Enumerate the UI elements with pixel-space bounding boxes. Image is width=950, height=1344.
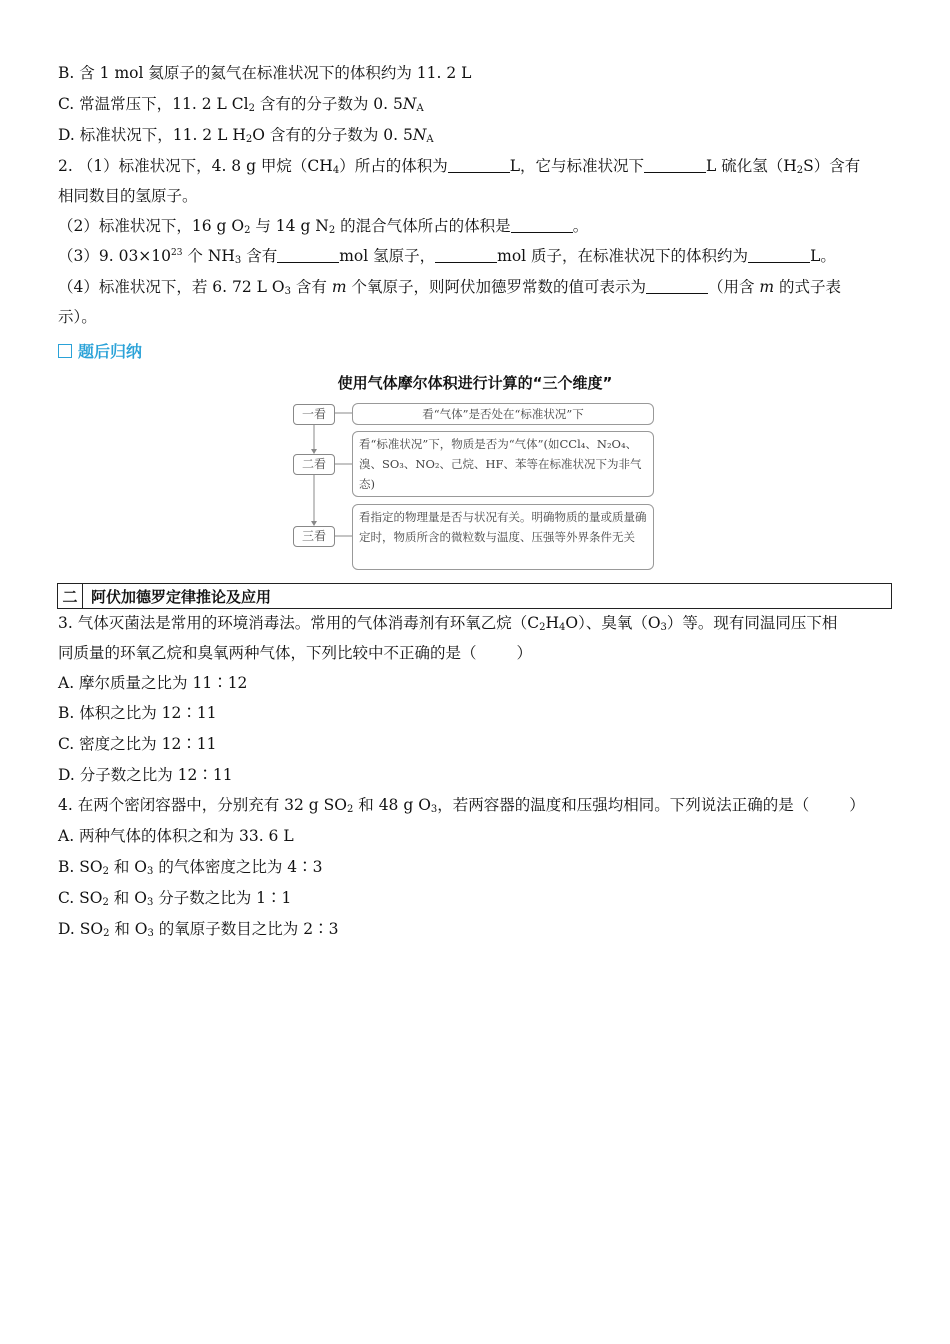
q4-c-a: C. SO: [58, 889, 103, 907]
q3-option-c-text: C. 密度之比为 12∶11: [58, 735, 217, 753]
q1-c-sub: 2: [248, 103, 255, 114]
q2-p2-sub2: 2: [328, 225, 336, 236]
answer-blank[interactable]: [448, 158, 510, 173]
tag-first-look: 一看: [293, 404, 335, 425]
q2-p2-a: （2）标准状况下，16 g O: [58, 217, 245, 235]
q2-p4-sub: 3: [284, 286, 291, 297]
part-title: 阿伏加德罗定律推论及应用: [91, 587, 272, 606]
q1-c-post: 含有的分子数为 0. 5: [254, 95, 403, 113]
q3-option-d-text: D. 分子数之比为 12∶11: [58, 766, 233, 784]
q2-p4-m2: m: [759, 278, 775, 296]
answer-blank[interactable]: [646, 279, 708, 294]
q2-p1-line2-text: 相同数目的氢原子。: [58, 187, 198, 205]
q1-d-pre: D. 标准状况下，11. 2 L H: [58, 126, 246, 144]
q2-p1-a: 2. （1）标准状况下，4. 8 g 甲烷（CH: [58, 157, 333, 175]
q2-p2-sub: 2: [244, 225, 251, 236]
q2-p1-c: L，它与标准状况下: [509, 157, 644, 175]
q3-l2-end: ）: [516, 644, 533, 662]
q4-b-c: 的气体密度之比为 4∶3: [153, 858, 323, 876]
figure-title: 使用气体摩尔体积进行计算的“三个维度”: [337, 374, 613, 392]
note-box-1: 看“气体”是否处在“标准状况”下: [352, 403, 654, 425]
q3-option-b-text: B. 体积之比为 12∶11: [58, 704, 217, 722]
q1-d-na: N: [412, 126, 427, 144]
q1-option-b-text: B. 含 1 mol 氦原子的氦气在标准状况下的体积约为 11. 2 L: [58, 64, 472, 82]
q4-l1-b: 和 48 g O: [353, 796, 431, 814]
q1-option-d: [58, 125, 892, 145]
q2-p4-d: （用含: [707, 278, 760, 296]
q3-l1-s3: 3: [660, 622, 667, 633]
q2-p1-e: S）含有: [803, 157, 861, 175]
q2-p2-b: 与 14 g N: [250, 217, 329, 235]
q2-p3-e: mol 质子，在标准状况下的体积约为: [497, 247, 749, 265]
q4-d-sub2: 2: [103, 928, 110, 939]
q3-option-c: [58, 734, 892, 754]
q3-option-d: [58, 765, 892, 785]
q3-stem-line1: [58, 613, 892, 633]
q4-c-c: 分子数之比为 1∶1: [153, 889, 292, 907]
section-heading: [58, 339, 142, 362]
q2-p4-c: 个氧原子，则阿伏加德罗常数的值可表示为: [346, 278, 646, 296]
q1-option-b: [58, 63, 892, 83]
q2-part4: [58, 277, 892, 297]
q2-p3-c: 含有: [241, 247, 278, 265]
q4-d-sub3: 3: [147, 928, 154, 939]
q2-part1-line2: [58, 186, 892, 206]
q2-p4-line2-text: 示）。: [58, 308, 97, 326]
answer-blank[interactable]: [748, 248, 810, 263]
q3-l1-d: ）等。现有同温同压下相: [666, 614, 838, 632]
q4-c-sub2: 2: [102, 897, 109, 908]
note-box-3: 看指定的物理量是否与状况有关。明确物质的量或质量确定时，物质所含的微粒数与温度、压强等外界条件无关: [352, 504, 654, 570]
q2-p1-sub4: 4: [332, 165, 340, 176]
q2-p3-sup: 23: [171, 248, 183, 258]
part-header: [57, 583, 892, 609]
answer-blank[interactable]: [511, 218, 573, 233]
q3-option-b: [58, 703, 892, 723]
q2-p4-m: m: [331, 278, 347, 296]
q2-p4-e: 的式子表: [774, 278, 842, 296]
q1-c-pre: C. 常温常压下，11. 2 L Cl: [58, 95, 249, 113]
answer-blank[interactable]: [644, 158, 706, 173]
q2-p3-d: mol 氢原子，: [339, 247, 436, 265]
q2-p4-a: （4）标准状况下，若 6. 72 L O: [58, 278, 285, 296]
q2-p1-sub2: 2: [796, 165, 804, 176]
q4-l1-end: ）: [849, 796, 865, 814]
note-box-2: 看“标准状况”下，物质是否为“气体”(如CCl₄、N₂O₄、溴、SO₃、NO₂、己烷、HF、苯等在标准状况下为非气态): [352, 431, 654, 497]
q2-p1-b: ）所占的体积为: [339, 157, 448, 175]
answer-blank[interactable]: [435, 248, 497, 263]
q4-l1-a: 4. 在两个密闭容器中，分别充有 32 g SO: [58, 796, 347, 814]
section-heading-text: 题后归纳: [78, 342, 143, 361]
part-number: 二: [58, 584, 83, 608]
q4-b-b: 和 O: [108, 858, 148, 876]
q4-option-a: [58, 826, 892, 846]
q1-d-post: O 含有的分子数为 0. 5: [252, 126, 413, 144]
q1-d-na-sub: A: [426, 134, 434, 145]
q4-d-c: 的氧原子数目之比为 2∶3: [153, 920, 339, 938]
q4-c-sub3: 3: [146, 897, 154, 908]
checkbox-square-icon: [58, 344, 72, 358]
q4-b-sub3: 3: [147, 866, 154, 877]
q3-option-a-text: A. 摩尔质量之比为 11∶12: [58, 674, 248, 692]
q4-l1-c: ，若两容器的温度和压强均相同。下列说法正确的是（: [437, 796, 810, 814]
q3-l1-a: 3. 气体灭菌法是常用的环境消毒法。常用的气体消毒剂有环氧乙烷（C: [58, 614, 540, 632]
q1-d-sub: 2: [245, 134, 253, 145]
q1-c-na-sub: A: [416, 103, 424, 114]
q4-b-a: B. SO: [58, 858, 103, 876]
q2-p4-b: 含有: [290, 278, 332, 296]
q4-d-a: D. SO: [58, 920, 104, 938]
q2-p3-sub: 3: [234, 255, 242, 266]
q2-p3-f: L。: [810, 247, 836, 265]
q2-part3: [58, 246, 892, 266]
q4-b-sub2: 2: [102, 866, 109, 877]
q4-option-a-text: A. 两种气体的体积之和为 33. 6 L: [58, 827, 294, 845]
q2-part1: [58, 156, 892, 176]
q1-option-c: [58, 94, 892, 114]
q3-option-a: [58, 673, 892, 693]
q4-l1-s1: 2: [346, 804, 354, 815]
q4-c-b: 和 O: [108, 889, 147, 907]
q3-l2: 同质量的环氧乙烷和臭氧两种气体，下列比较中不正确的是（: [58, 644, 477, 662]
q1-c-na: N: [402, 95, 417, 113]
q3-l1-c: O）、臭氧（O: [565, 614, 661, 632]
q2-part4-line2: [58, 307, 892, 327]
q2-p2-c: 的混合气体所占的体积是: [335, 217, 511, 235]
q3-l1-s2: 4: [558, 622, 566, 633]
q3-l1-b: H: [545, 614, 559, 632]
q4-option-d: [58, 919, 892, 939]
q2-part2: [58, 216, 892, 236]
q4-option-c: [58, 888, 892, 908]
q3-l1-s1: 2: [539, 622, 546, 633]
q2-p3-b: 个 NH: [182, 247, 235, 265]
q4-l1-s2: 3: [430, 804, 438, 815]
q2-p2-d: 。: [572, 217, 589, 235]
tag-third-look: 三看: [293, 526, 335, 547]
q2-p1-d: L 硫化氢（H: [706, 157, 797, 175]
flow-diagram: [290, 400, 660, 572]
answer-blank[interactable]: [277, 248, 339, 263]
q4-stem: [58, 795, 892, 815]
q4-option-b: [58, 857, 892, 877]
q3-stem-line2: [58, 643, 892, 663]
q2-p3-a: （3）9. 03×10: [58, 247, 172, 265]
q4-d-b: 和 O: [109, 920, 148, 938]
tag-second-look: 二看: [293, 454, 335, 475]
